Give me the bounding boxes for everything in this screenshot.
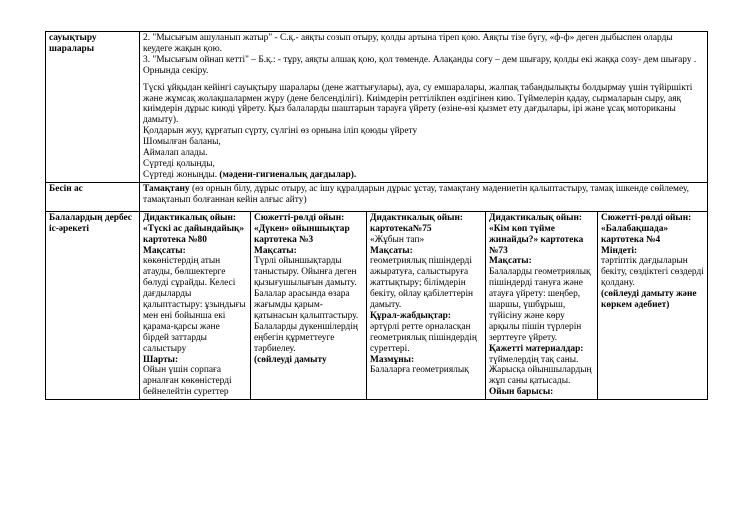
snack-lead: Тамақтану [143, 183, 190, 194]
text-line: 2. "Мысығым ашуланып жатыр" - С.қ.- аяқты созып отыру, қолды артына тіреп қою. Аяқты тізе бүгу, «ф-ф» деген дыбыспен оларды кеудеге жақын қою. [143, 33, 673, 54]
row-wellness [46, 32, 708, 183]
text-line [143, 170, 704, 181]
activity-text: Балаларды геометриялық пішіндерді тануға және атауға үйрету: шеңбер, шаршы, үшбұрыш, түйісіну және көру арқылы пішін түрлерін зерттеуге үйрету. [489, 267, 591, 343]
activity-heading: Дидактикалық ойын: картотека№75 [370, 212, 463, 234]
row-activities [46, 211, 708, 399]
activity-heading: Құрал-жабдықтар: [370, 310, 451, 321]
activity-cell [598, 211, 708, 399]
activity-heading: Ойын барысы: [489, 387, 554, 398]
text-line: Түскі ұйқыдан кейінгі сауықтыру шаралары (дене жаттығулары), ауа, су емшаралары, жалпақ табандылықты болдырмау үшін түйіршікті және жұмсақ жолақшалармен жүру (дене белсенділігі). Киімдерін реттіліkпен өздігінен кию. Түймелерін қадау, сырмаларын сыру, аяқ киімдерін дұрыс киюді үйрету. Қыз балаларды шаштарын тарауға үйрету (өзіне-өзі қызмет ету дағдылары, ірі және ұсақ моториканы дамыту). [143, 82, 693, 126]
activity-text: тәртіптік дағдыларын бекіту, сөздіктегі сөздерді қолдану. [601, 256, 704, 289]
activity-cell [486, 211, 598, 399]
activity-heading: Сюжетті-рөлді ойын: «Балабақшада» картотека №4 [601, 212, 692, 245]
activity-heading: (сөйлеуді дамыту және көркем әдебиет) [601, 289, 697, 311]
text-line: Қолдарын жуу, құрғатып сүрту, сүлгіні өз орнына іліп қоюды үйрету [143, 126, 418, 137]
activity-cell [140, 211, 251, 399]
activity-heading: Мақсаты: [489, 256, 532, 267]
activity-text: көкөністердің атын атауды, бөлшектерге бөлуді сұрайды. Келесі дағдыларды қалыптастыру: ұзындығы мен ені бойынша екі қарама-қарсы және бірдей заттарды салыстыру [143, 256, 246, 354]
text-span: Сүртеді жоныңды. [143, 169, 218, 180]
text-line: Орнында секіру. [143, 65, 209, 76]
activity-text: Ойын үшін сорпаға арналған көкөністерді бейнелейтін суреттер [143, 365, 232, 398]
text-line: Шомылған баланы, [143, 137, 221, 148]
activity-heading: Мақсаты: [370, 245, 413, 256]
activity-heading: Мақсаты: [143, 245, 186, 256]
activity-heading: Шарты: [143, 354, 179, 365]
activity-text: Балаларға геометриялық [370, 365, 469, 376]
activity-heading: Дидактикалық ойын: «Түскі ас дайындайық» картотека №80 [143, 212, 245, 245]
activity-cell [367, 211, 486, 399]
text-line: Аймалап алады. [143, 148, 208, 159]
activity-text: әртүрлі ретте орналасқан геометриялық пішіндердің суреттері. [370, 321, 477, 354]
row-label-activities: Балалардың дербес іс-әрекеті [46, 211, 140, 399]
snack-content [140, 182, 708, 211]
wellness-content [140, 32, 708, 183]
activity-cell [251, 211, 367, 399]
row-label-snack: Бесін ас [46, 182, 140, 211]
activity-text: түймелердің тақ саны. Жарысқа ойыншылардың жұп саны қатысады. [489, 354, 592, 387]
activity-heading: Міндеті: [601, 245, 638, 256]
text-line: 3. "Мысығым ойнап кетті" – Б.қ.: - тұру, аяқты алшақ қою, қол төменде. Алақанды соғу – дем шығару, қолды екі жаққа созу- дем шығару . [143, 54, 697, 65]
text-line: Сүртеді қолынды, [143, 158, 215, 169]
activity-text: Түрлі ойыншықтарды таныстыру. Ойынға деген қызығушылығын дамыту. Балалар арасында өзара жағымды қарым-қатынасын қалыптастыру. Балаларды дүкеншілердің еңбегін құрметтеуге тәрбиелеу. [254, 256, 359, 354]
snack-text: (өз орнын білу, дұрыс отыру, ас ішу құралдарын дұрыс ұстау, тамақтану мәдениетін қалыптастыру, тамақ ішкенде сөйлемеу, тамақтанып болғаннан кейін алғыс айту) [143, 183, 689, 205]
plan-table [45, 31, 708, 400]
activity-heading: Мазмұны: [370, 354, 415, 365]
activity-heading: Дидактикалық ойын: «Кім көп түйме жинайды?» картотека №73 [489, 212, 584, 256]
activity-text: геометриялық пішіндерді ажыратуға, салыстыруға жаттықтыру; білімдерін бекіту, ойлау қабілеттерін дамыту. [370, 256, 474, 311]
activity-heading: Сюжетті-рөлді ойын: «Дүкен» ойыншықтар картотека №3 [254, 212, 350, 245]
row-afternoon-snack [46, 182, 708, 211]
text-span-bold: (мәдени-гигиеналық дағдылар). [219, 169, 357, 180]
activity-heading: Мақсаты: [254, 245, 297, 256]
row-label-wellness: сауықтыру шаралары [46, 32, 140, 183]
activity-heading: (сөйлеуді дамыту [254, 354, 327, 365]
activity-text: «Жұбын тап» [370, 234, 425, 245]
activity-heading: Қажетті материалдар: [489, 343, 584, 354]
